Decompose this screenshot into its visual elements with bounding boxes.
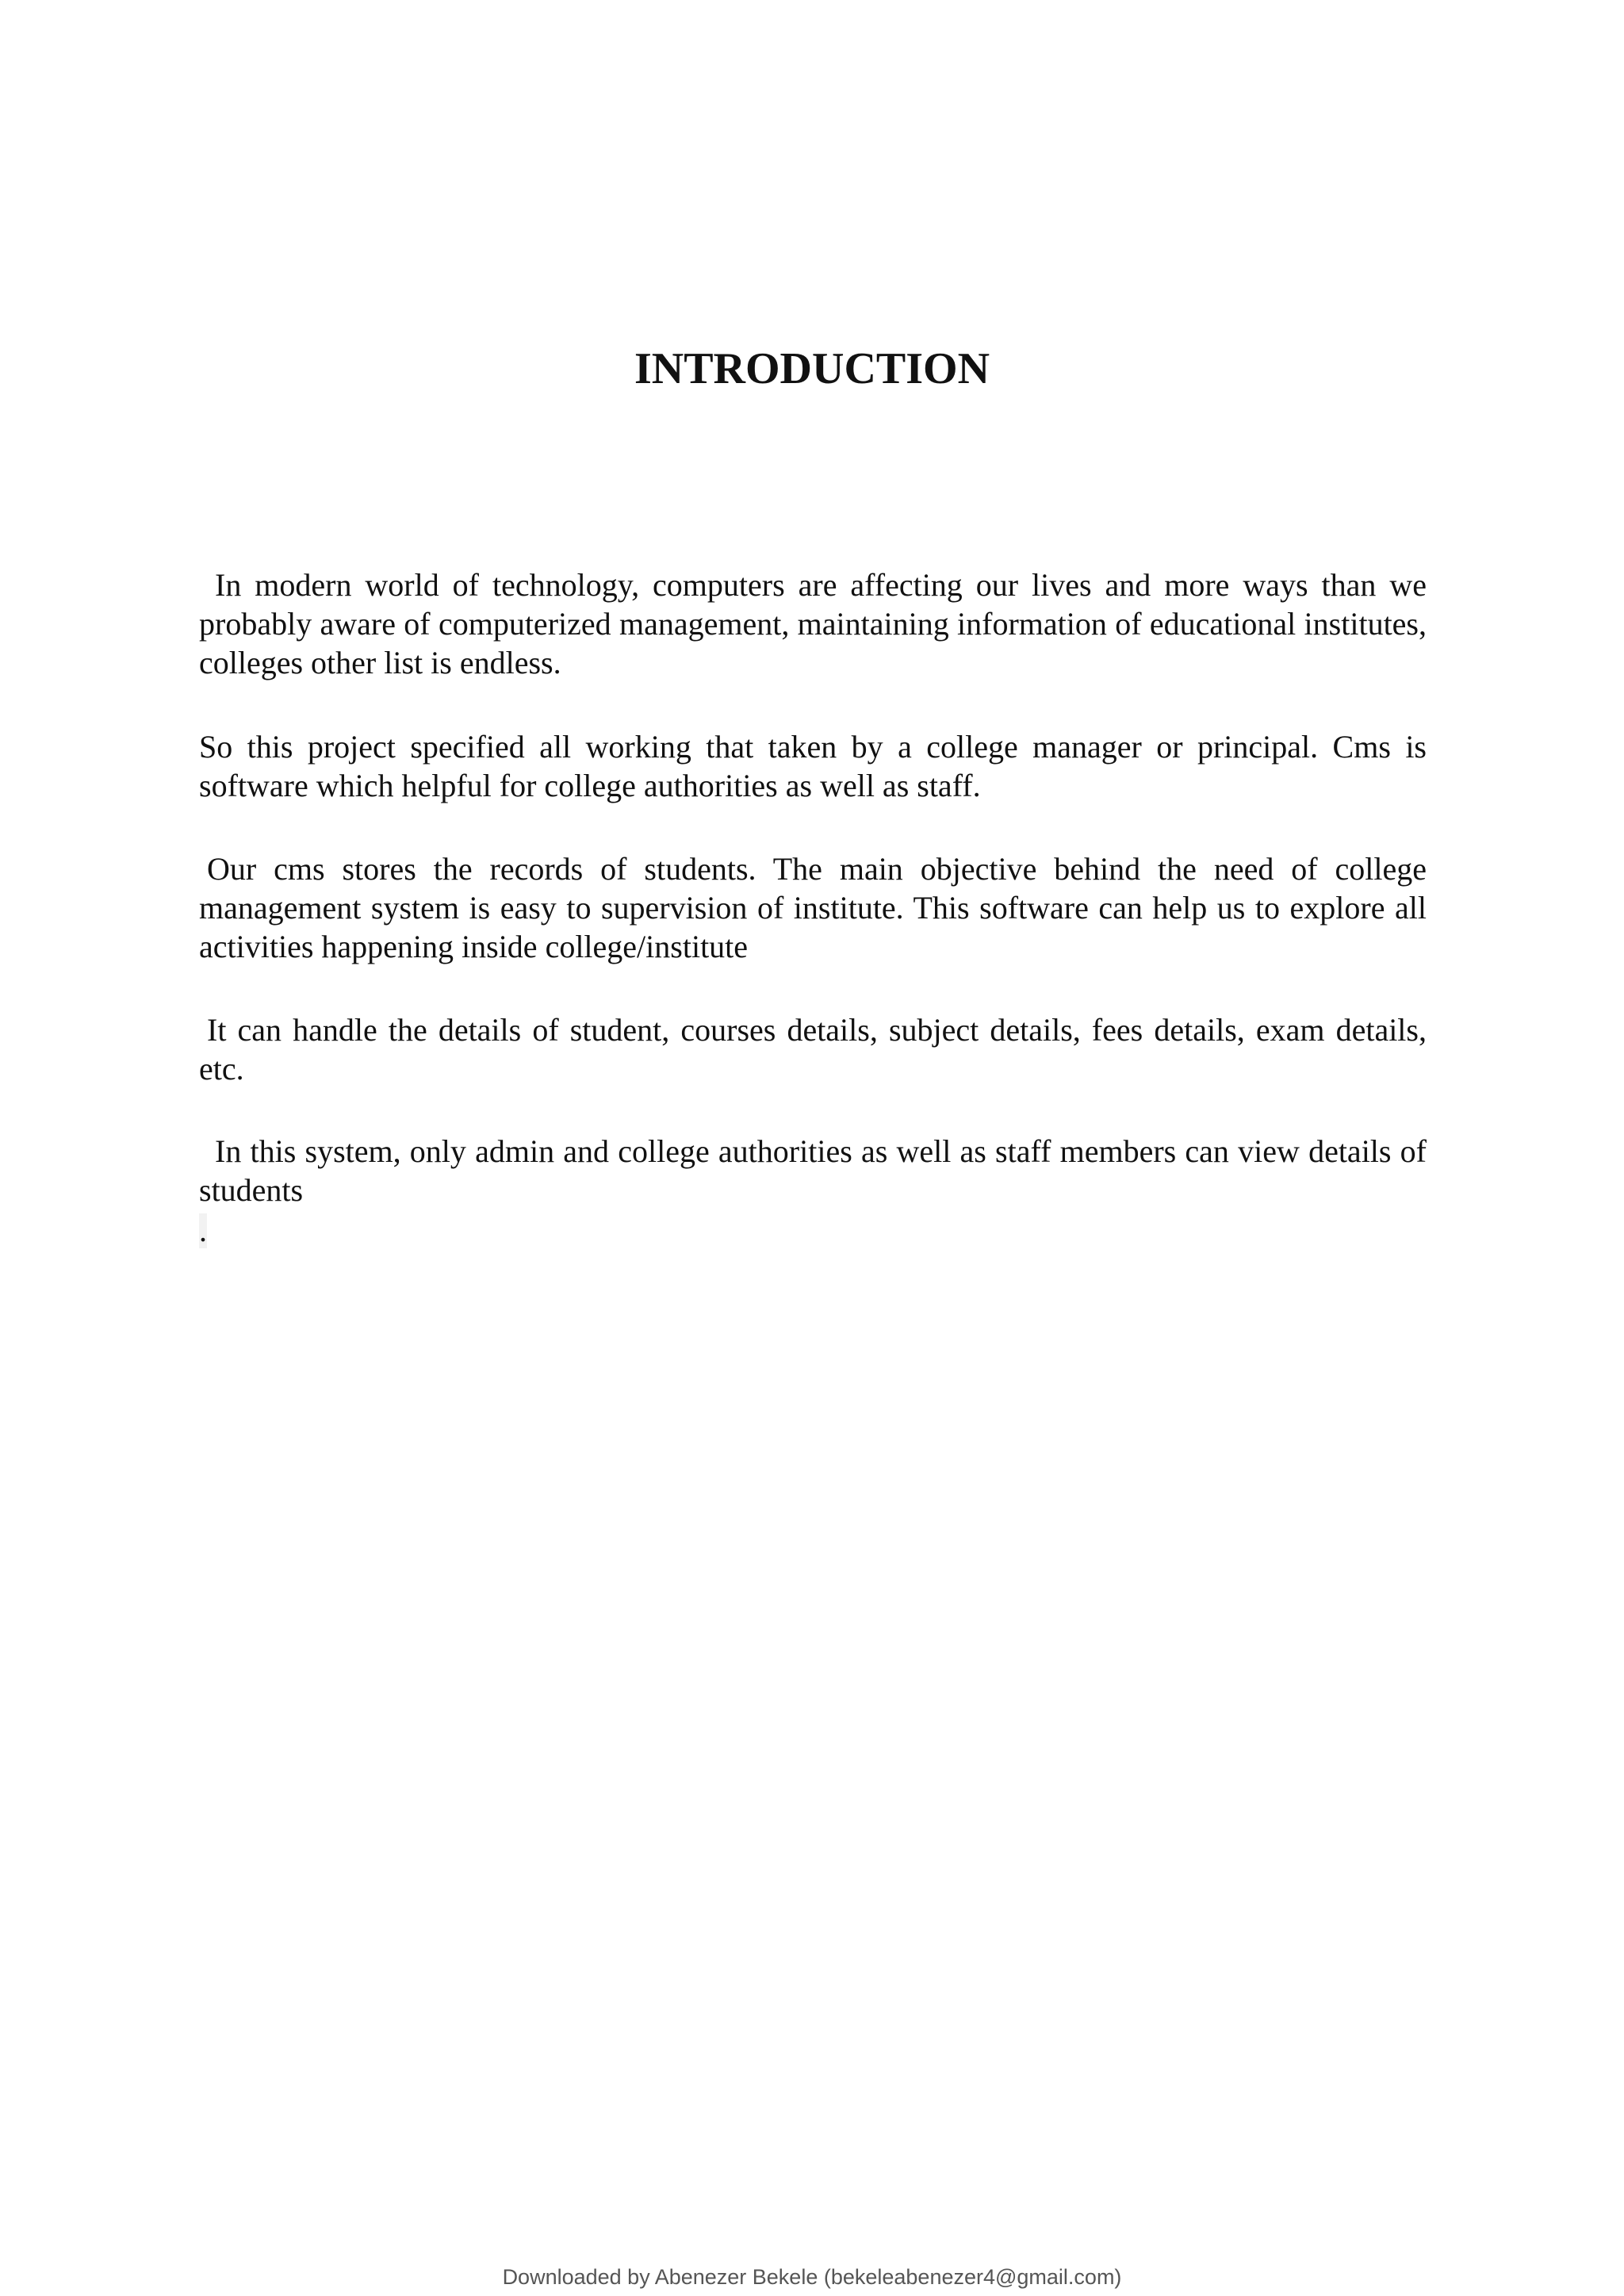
paragraph-project-scope: So this project specified all working that taken by a college manager or principal. Cms is software which helpful for college authorities as well as staff. — [199, 729, 1427, 803]
paragraph-objective: Our cms stores the records of students. The main objective behind the need of college management system is easy to supervision of institute. This software can help us to explore all activities happening inside college/institute — [199, 851, 1427, 964]
paragraph-access: In this system, only admin and college authorities as well as staff members can view details of students — [199, 1133, 1427, 1208]
paragraph-intro: In modern world of technology, computers are affecting our lives and more ways than we probably aware of computerized management, maintaining information of educational institutes, colleges other list is endless. — [199, 567, 1427, 680]
page-title: INTRODUCTION — [634, 344, 990, 393]
trailing-period: . — [199, 1213, 207, 1248]
paragraph-features: It can handle the details of student, courses details, subject details, fees details, exam details, etc. — [199, 1012, 1427, 1087]
text-cursor-mark — [199, 1213, 207, 1248]
download-footer: Downloaded by Abenezer Bekele (bekeleabenezer4@gmail.com) — [502, 2265, 1122, 2289]
